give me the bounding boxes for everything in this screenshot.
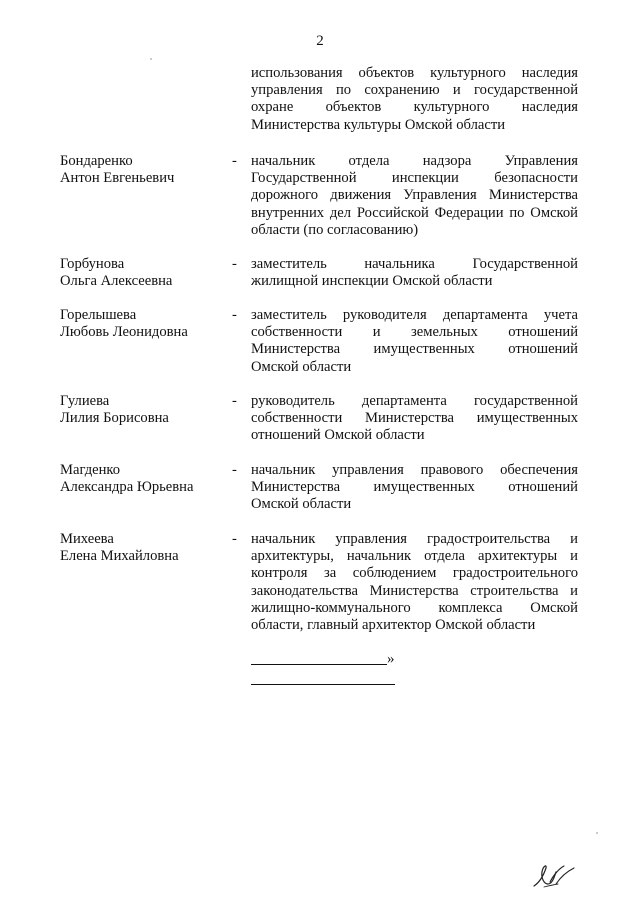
position-line: собственности и земельных отношений bbox=[251, 324, 578, 341]
member-position bbox=[251, 153, 578, 239]
position-line: внутренних дел Российской Федерации по Омской bbox=[251, 204, 578, 221]
position-line: области (по согласованию) bbox=[251, 221, 419, 238]
member-given-names: Антон Евгеньевич bbox=[60, 170, 175, 187]
position-line: законодательства Министерства строительства и bbox=[251, 582, 578, 599]
member-position bbox=[251, 256, 578, 290]
member-name bbox=[60, 256, 235, 290]
entry-dash: - bbox=[232, 307, 237, 323]
member-name bbox=[60, 393, 235, 427]
member-surname: Горбунова bbox=[60, 256, 125, 272]
scan-speck bbox=[150, 58, 152, 60]
member-given-names: Ольга Алексеевна bbox=[60, 273, 173, 290]
position-line: начальник отдела надзора Управления bbox=[251, 153, 578, 169]
member-surname: Бондаренко bbox=[60, 153, 133, 169]
member-given-names: Любовь Леонидовна bbox=[60, 324, 188, 341]
member-name bbox=[60, 531, 235, 565]
member-surname: Горелышева bbox=[60, 307, 137, 323]
continuation-line: охране объектов культурного наследия bbox=[251, 99, 578, 116]
position-line: руководитель департамента государственной bbox=[251, 393, 578, 409]
continuation-line: Министерства культуры Омской области bbox=[251, 116, 506, 133]
closing-underline bbox=[251, 664, 387, 665]
handwritten-initials-icon bbox=[530, 860, 578, 892]
closing-quote: » bbox=[387, 651, 395, 667]
position-line: жилищно-коммунального комплекса Омской bbox=[251, 599, 578, 616]
entry-dash: - bbox=[232, 531, 237, 547]
continuation-line: использования объектов культурного наследия bbox=[251, 65, 578, 81]
entry-dash: - bbox=[232, 256, 237, 272]
entry-dash: - bbox=[232, 153, 237, 169]
position-line: дорожного движения Управления Министерства bbox=[251, 187, 578, 204]
member-given-names: Елена Михайловна bbox=[60, 548, 179, 565]
member-name bbox=[60, 462, 235, 496]
position-line: Омской области bbox=[251, 358, 352, 375]
member-position bbox=[251, 531, 578, 634]
position-line: архитектуры, начальник отдела архитектуры и bbox=[251, 548, 578, 565]
member-position bbox=[251, 307, 578, 376]
position-line: начальник управления правового обеспечения bbox=[251, 462, 578, 478]
position-line: Министерства имущественных отношений bbox=[251, 341, 578, 358]
closing-underline-second bbox=[251, 684, 395, 685]
position-line: собственности Министерства имущественных bbox=[251, 410, 578, 427]
member-name bbox=[60, 307, 235, 341]
entry-dash: - bbox=[232, 462, 237, 478]
entry-dash: - bbox=[232, 393, 237, 409]
member-surname: Гулиева bbox=[60, 393, 110, 409]
member-given-names: Александра Юрьевна bbox=[60, 479, 194, 496]
position-line: контроля за соблюдением градостроительного bbox=[251, 565, 578, 582]
position-line: заместитель начальника Государственной bbox=[251, 256, 578, 272]
page-number: 2 bbox=[316, 33, 324, 49]
continuation-text bbox=[251, 65, 578, 134]
position-line: Омской области bbox=[251, 496, 352, 513]
member-given-names: Лилия Борисовна bbox=[60, 410, 169, 427]
position-line: Государственной инспекции безопасности bbox=[251, 170, 578, 187]
member-position bbox=[251, 393, 578, 445]
member-surname: Магденко bbox=[60, 462, 121, 478]
position-line: заместитель руководителя департамента учета bbox=[251, 307, 578, 323]
member-surname: Михеева bbox=[60, 531, 114, 547]
member-position bbox=[251, 462, 578, 514]
scan-speck bbox=[596, 832, 598, 834]
continuation-line: управления по сохранению и государственной bbox=[251, 82, 578, 99]
position-line: жилищной инспекции Омской области bbox=[251, 273, 493, 290]
member-name bbox=[60, 153, 235, 187]
position-line: начальник управления градостроительства и bbox=[251, 531, 578, 547]
position-line: Министерства имущественных отношений bbox=[251, 479, 578, 496]
position-line: области, главный архитектор Омской области bbox=[251, 617, 536, 634]
position-line: отношений Омской области bbox=[251, 427, 425, 444]
